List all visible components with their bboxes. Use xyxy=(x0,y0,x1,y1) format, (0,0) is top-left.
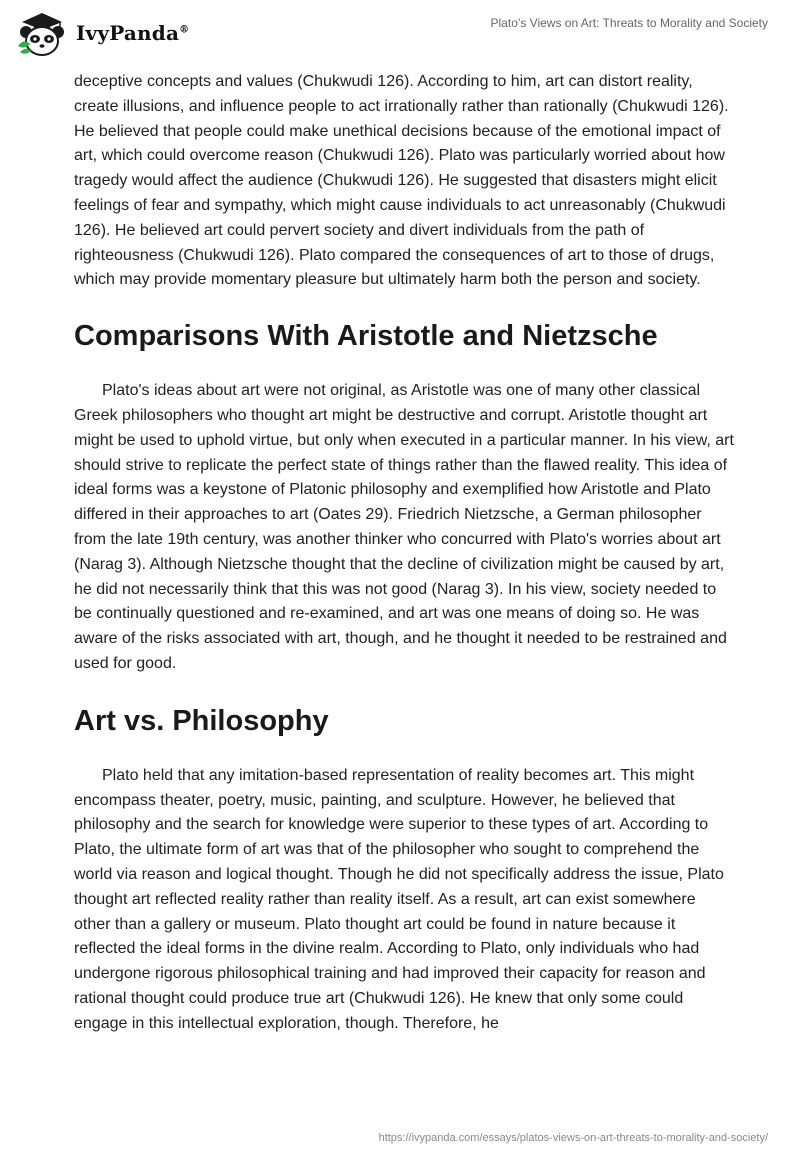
ivypanda-logo[interactable] xyxy=(14,8,189,58)
document-title: Plato’s Views on Art: Threats to Morality and Society xyxy=(490,16,768,30)
paragraph-3: Plato held that any imitation-based representation of reality becomes art. This might encompass theater, poetry, music, painting, and sculpture. However, he believed that philosophy and the search for knowledge were superior to these types of art. According to Plato, the ultimate form of art was that of the philosopher who sought to comprehend the world via reason and logical thought. Though he did not specifically address the issue, Plato thought art reflected reality rather than reality itself. As a result, art can exist somewhere other than a gallery or museum. Plato thought art could be found in nature because it reflected the ideal forms in the divine realm. According to Plato, only individuals who had undergone rigorous philosophical training and had improved their capacity for reason and rational thought could produce true art (Chukwudi 126). He knew that only some could engage in this intellectual exploration, though. Therefore, he xyxy=(74,766,724,1032)
source-url[interactable]: https://ivypanda.com/essays/platos-views-on-art-threats-to-morality-and-society/ xyxy=(378,1132,768,1144)
brand-name: IvyPanda® xyxy=(76,21,190,45)
section-heading-art-vs-philosophy: Art vs. Philosophy xyxy=(74,704,329,737)
paragraph-1: deceptive concepts and values (Chukwudi 126). According to him, art can distort reality, create illusions, and influence people to act irrationally rather than rationally (Chukwudi 126). He believed that people could make unethical decisions because of the emotional impact of art, which could overcome reason (Chukwudi 126). Plato was particularly worried about how tragedy would affect the audience (Chukwudi 126). He suggested that disasters might elicit feelings of fear and sympathy, which might cause individuals to act unreasonably (Chukwudi 126). He believed art could pervert society and divert individuals from the path of righteousness (Chukwudi 126). Plato compared the consequences of art to those of drugs, which may provide momentary pleasure but ultimately harm both the person and society. xyxy=(74,73,729,289)
page-header xyxy=(0,0,800,70)
panda-graduate-icon xyxy=(14,8,70,58)
paragraph-2: Plato's ideas about art were not original, as Aristotle was one of many other classical Greek philosophers who thought art might be destructive and corrupt. Aristotle thought art might be used to uphold virtue, but only when executed in a particular manner. In his view, art should strive to replicate the perfect state of things rather than the flawed reality. This idea of ideal forms was a keystone of Platonic philosophy and exemplified how Aristotle and Plato differed in their approaches to art (Oates 29). Friedrich Nietzsche, a German philosopher from the late 19th century, was another thinker who concurred with Plato's worries about art (Narag 3). Although Nietzsche thought that the decline of civilization might be caused by art, he did not necessarily think that this was not good (Narag 3). In his view, society needed to be continually questioned and re-examined, and art was one means of doing so. He was aware of the risks associated with art, though, and he thought it needed to be restrained and used for good. xyxy=(74,382,734,672)
section-heading-comparisons: Comparisons With Aristotle and Nietzsche xyxy=(74,320,658,353)
essay-content xyxy=(74,70,734,1037)
